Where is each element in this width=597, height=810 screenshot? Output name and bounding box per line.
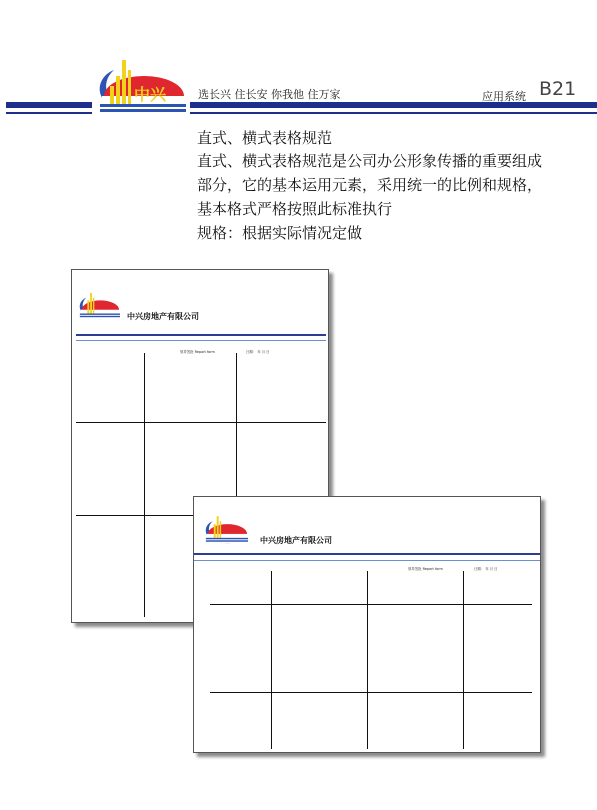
landscape-form-logo xyxy=(202,515,250,545)
landscape-rule-thick xyxy=(194,553,540,555)
system-label: 应用系统 xyxy=(482,90,526,103)
logo-text: 中兴 xyxy=(133,85,167,104)
header-line-right xyxy=(190,112,597,114)
header-line-left xyxy=(6,112,92,114)
portrait-date-label: 日期： 年 月 日 xyxy=(246,350,270,354)
portrait-form-logo xyxy=(76,292,122,320)
landscape-rule-thin xyxy=(194,560,540,561)
description-line-1: 直式、横式表格规范是公司办公形象传播的重要组成 xyxy=(197,152,543,170)
landscape-report-label: 领导签批 Report form xyxy=(408,567,443,571)
description-line-4: 规格：根据实际情况定做 xyxy=(197,224,363,242)
landscape-grid-vline xyxy=(463,571,464,749)
description-line-3: 基本格式严格按照此标准执行 xyxy=(197,200,393,218)
header-bar-left xyxy=(6,102,92,108)
landscape-grid-hline xyxy=(210,604,532,605)
slogan: 选长兴 住长安 你我他 住万家 xyxy=(198,88,341,101)
landscape-grid-vline xyxy=(367,571,368,749)
portrait-grid-hline xyxy=(76,422,326,423)
landscape-date-label: 日期： 年 月 日 xyxy=(474,567,498,571)
description-line-2: 部分，它的基本运用元素，采用统一的比例和规格， xyxy=(197,176,543,194)
landscape-grid-vline xyxy=(271,571,272,749)
page-code: B21 xyxy=(539,78,577,100)
landscape-company-name: 中兴房地产有限公司 xyxy=(260,536,332,545)
section-title: 直式、横式表格规范 xyxy=(197,129,333,147)
portrait-company-name: 中兴房地产有限公司 xyxy=(127,312,199,321)
portrait-rule-thin xyxy=(76,340,326,341)
portrait-report-label: 领导签批 Report form xyxy=(180,350,215,354)
company-logo xyxy=(92,58,190,118)
portrait-rule-thick xyxy=(76,334,326,336)
header-bar-right xyxy=(190,102,597,108)
landscape-form xyxy=(193,496,541,753)
landscape-grid-hline xyxy=(210,692,532,693)
portrait-grid-vline xyxy=(144,353,145,617)
